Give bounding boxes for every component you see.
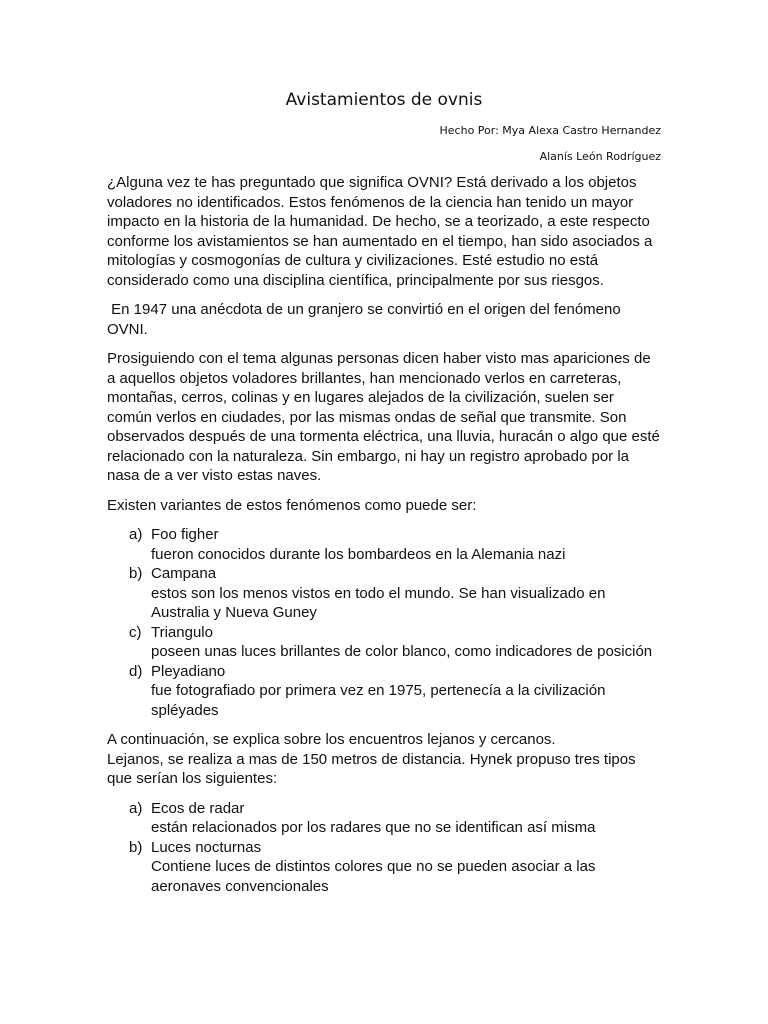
document-body: [107, 173, 662, 906]
list-marker: b): [129, 838, 143, 856]
list-marker: a): [129, 799, 143, 817]
encounter-types-list: [107, 799, 662, 897]
list-item-term: Luces nocturnas: [151, 838, 262, 856]
list-item: [107, 623, 662, 662]
document-title: Avistamientos de ovnis: [285, 90, 483, 110]
list-item: [107, 838, 662, 897]
list-marker: c): [129, 623, 142, 641]
list-item-term: Campana: [151, 565, 217, 582]
paragraph: Prosiguiendo con el tema algunas personas dicen haber visto mas apariciones de a aquellos objetos voladores brillantes, han mencionado verlos en carreteras, montañas, cerros, colinas y en lugares alejados de la civilización, suelen ser común verlos en ciudades, por las mismas ondas de señal que transmite. Son observados después de una tormenta eléctrica, una lluvia, huracán o algo que esté relacionado con la naturaleza. Sin embargo, ni hay un registro aprobado por la nasa de a ver visto estas naves.: [107, 350, 660, 484]
paragraph: ¿Alguna vez te has preguntado que significa OVNI? Está derivado a los objetos voladores no identificados. Estos fenómenos de la ciencia han tenido un mayor impacto en la historia de la humanidad. De hecho, se a teorizado, a este respecto conforme los avistamientos se han aumentado en el tiempo, han sido asociados a mitologías y cosmogonías de cultura y civilizaciones. Esté estudio no está considerado como una disciplina científica, principalmente por sus riesgos.: [107, 174, 653, 289]
list-marker: b): [129, 565, 143, 582]
paragraph: A continuación, se explica sobre los encuentros lejanos y cercanos.: [107, 731, 556, 748]
list-item-term: Ecos de radar: [151, 799, 245, 817]
list-item-description: poseen unas luces brillantes de color blanco, como indicadores de posición: [151, 643, 653, 660]
ufo-variants-list: [107, 525, 662, 720]
list-marker: a): [129, 526, 143, 543]
author-line: Hecho Por: Mya Alexa Castro Hernandez: [439, 124, 661, 137]
list-item-description: están relacionados por los radares que no se identifican así misma: [151, 819, 596, 836]
list-item: [107, 662, 662, 721]
list-item: [107, 525, 662, 564]
list-item-term: Triangulo: [151, 623, 213, 641]
list-item: [107, 799, 662, 838]
paragraph: Lejanos, se realiza a mas de 150 metros de distancia. Hynek propuso tres tipos que serían los siguientes:: [107, 750, 636, 787]
paragraph: Existen variantes de estos fenómenos como puede ser:: [107, 496, 477, 514]
list-item-description: Contiene luces de distintos colores que no se pueden asociar a las aeronaves convencionales: [151, 858, 596, 895]
list-item-description: estos son los menos vistos en todo el mundo. Se han visualizado en Australia y Nueva Guney: [151, 584, 606, 621]
author-line: Alanís León Rodríguez: [539, 150, 661, 163]
list-item: [107, 564, 662, 623]
list-item-term: Foo figher: [151, 526, 219, 543]
paragraph: En 1947 una anécdota de un granjero se convirtió en el origen del fenómeno OVNI.: [107, 301, 625, 338]
list-item-description: fue fotografiado por primera vez en 1975, pertenecía a la civilización spléyades: [151, 682, 606, 719]
list-item-description: fueron conocidos durante los bombardeos en la Alemania nazi: [151, 545, 566, 563]
list-item-term: Pleyadiano: [151, 662, 226, 680]
list-marker: d): [129, 662, 143, 680]
